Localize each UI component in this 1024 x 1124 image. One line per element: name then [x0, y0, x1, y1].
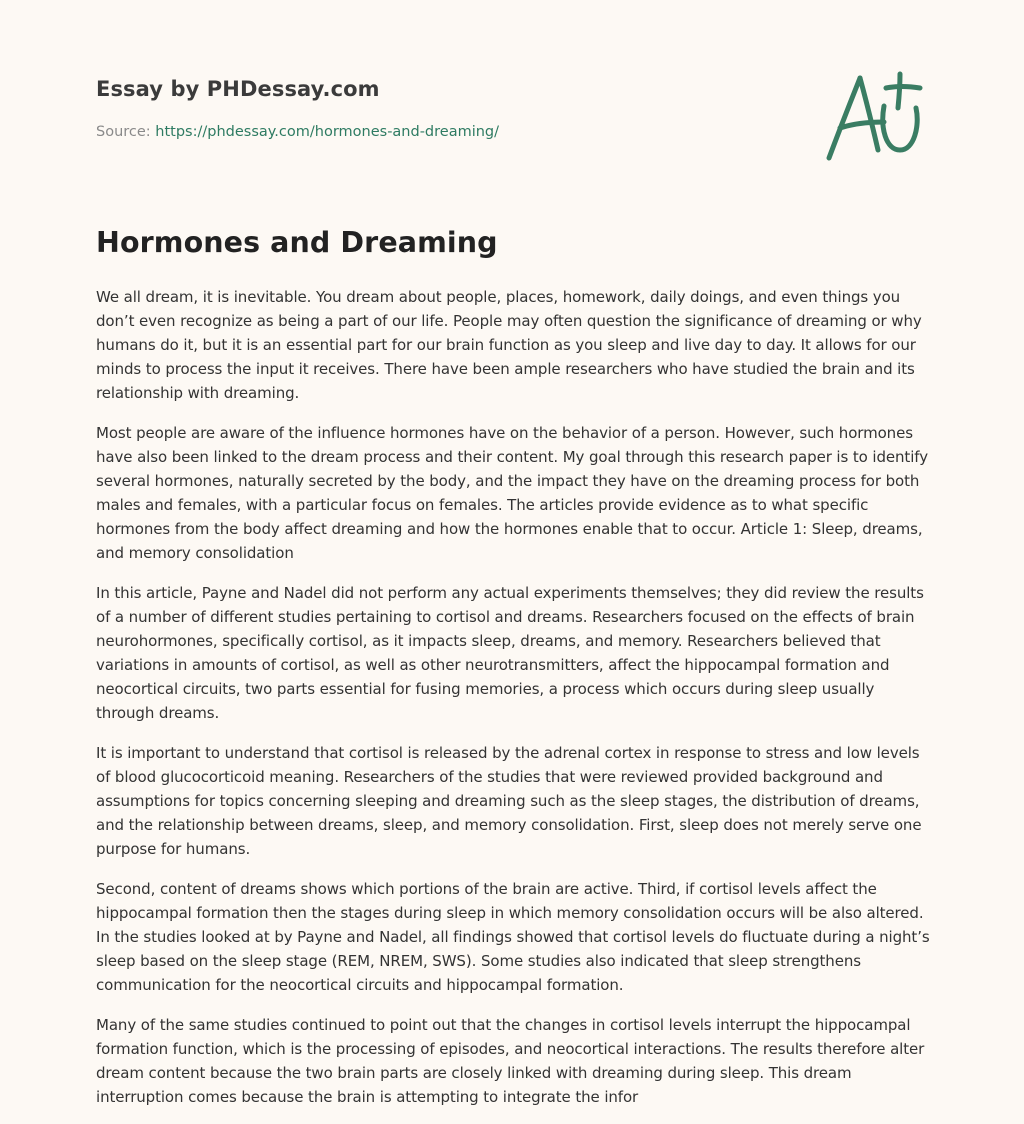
- essay-paragraph: It is important to understand that cortisol is released by the adrenal cortex in response to stress and low levels of blood glucocorticoid meaning. Researchers of the studies that were reviewed provided background and assumptions for topics concerning sleeping and dreaming such as the sleep stages, the distribution of dreams, and the relationship between dreams, sleep, and memory consolidation. First, sleep does not merely serve one purpose for humans.: [96, 744, 922, 858]
- essay-body: [96, 285, 932, 1107]
- essay-paragraph: In this article, Payne and Nadel did not perform any actual experiments themselves; they did review the results of a number of different studies pertaining to cortisol and dreams. Researchers focused on the effects of brain neurohormones, specifically cortisol, as it impacts sleep, dreams, and memory. Researchers believed that variations in amounts of cortisol, as well as other neurotransmitters, affect the hippocampal formation and neocortical circuits, two parts essential for fusing memories, a process which occurs during sleep usually through dreams.: [96, 584, 924, 722]
- source-link[interactable]: https://phdessay.com/hormones-and-dreaming/: [155, 124, 500, 140]
- essay-paragraph: We all dream, it is inevitable. You dream about people, places, homework, daily doings, and even things you don’t even recognize as being a part of our life. People may often question the significance of dreaming or why humans do it, but it is an essential part for our brain function as you sleep and live day to day. It allows for our minds to process the input it receives. There have been ample researchers who have studied the brain and its relationship with dreaming.: [96, 288, 922, 402]
- a-plus-logo-icon: [822, 66, 932, 166]
- source-line: [96, 124, 499, 140]
- essay-paragraph: Most people are aware of the influence hormones have on the behavior of a person. However, such hormones have also been linked to the dream process and their content. My goal through this research paper is to identify several hormones, naturally secreted by the body, and the impact they have on the dreaming process for both males and females, with a particular focus on females. The articles provide evidence as to what specific hormones from the body affect dreaming and how the hormones enable that to occur. Article 1: Sleep, dreams, and memory consolidation: [96, 424, 928, 562]
- source-label: Source:: [96, 124, 156, 140]
- site-title: Essay by PHDessay.com: [96, 77, 380, 101]
- essay-paragraph: Second, content of dreams shows which portions of the brain are active. Third, if cortisol levels affect the hippocampal formation then the stages during sleep in which memory consolidation occurs will be also altered. In the studies looked at by Payne and Nadel, all findings showed that cortisol levels do fluctuate during a night’s sleep based on the sleep stage (REM, NREM, SWS). Some studies also indicated that sleep strengthens communication for the neocortical circuits and hippocampal formation.: [96, 880, 930, 994]
- essay-paragraph: Many of the same studies continued to point out that the changes in cortisol levels interrupt the hippocampal formation function, which is the processing of episodes, and neocortical interactions. The results therefore alter dream content because the two brain parts are closely linked with dreaming during sleep. This dream interruption comes because the brain is attempting to integrate the infor: [96, 1016, 925, 1106]
- essay-title: Hormones and Dreaming: [96, 226, 498, 259]
